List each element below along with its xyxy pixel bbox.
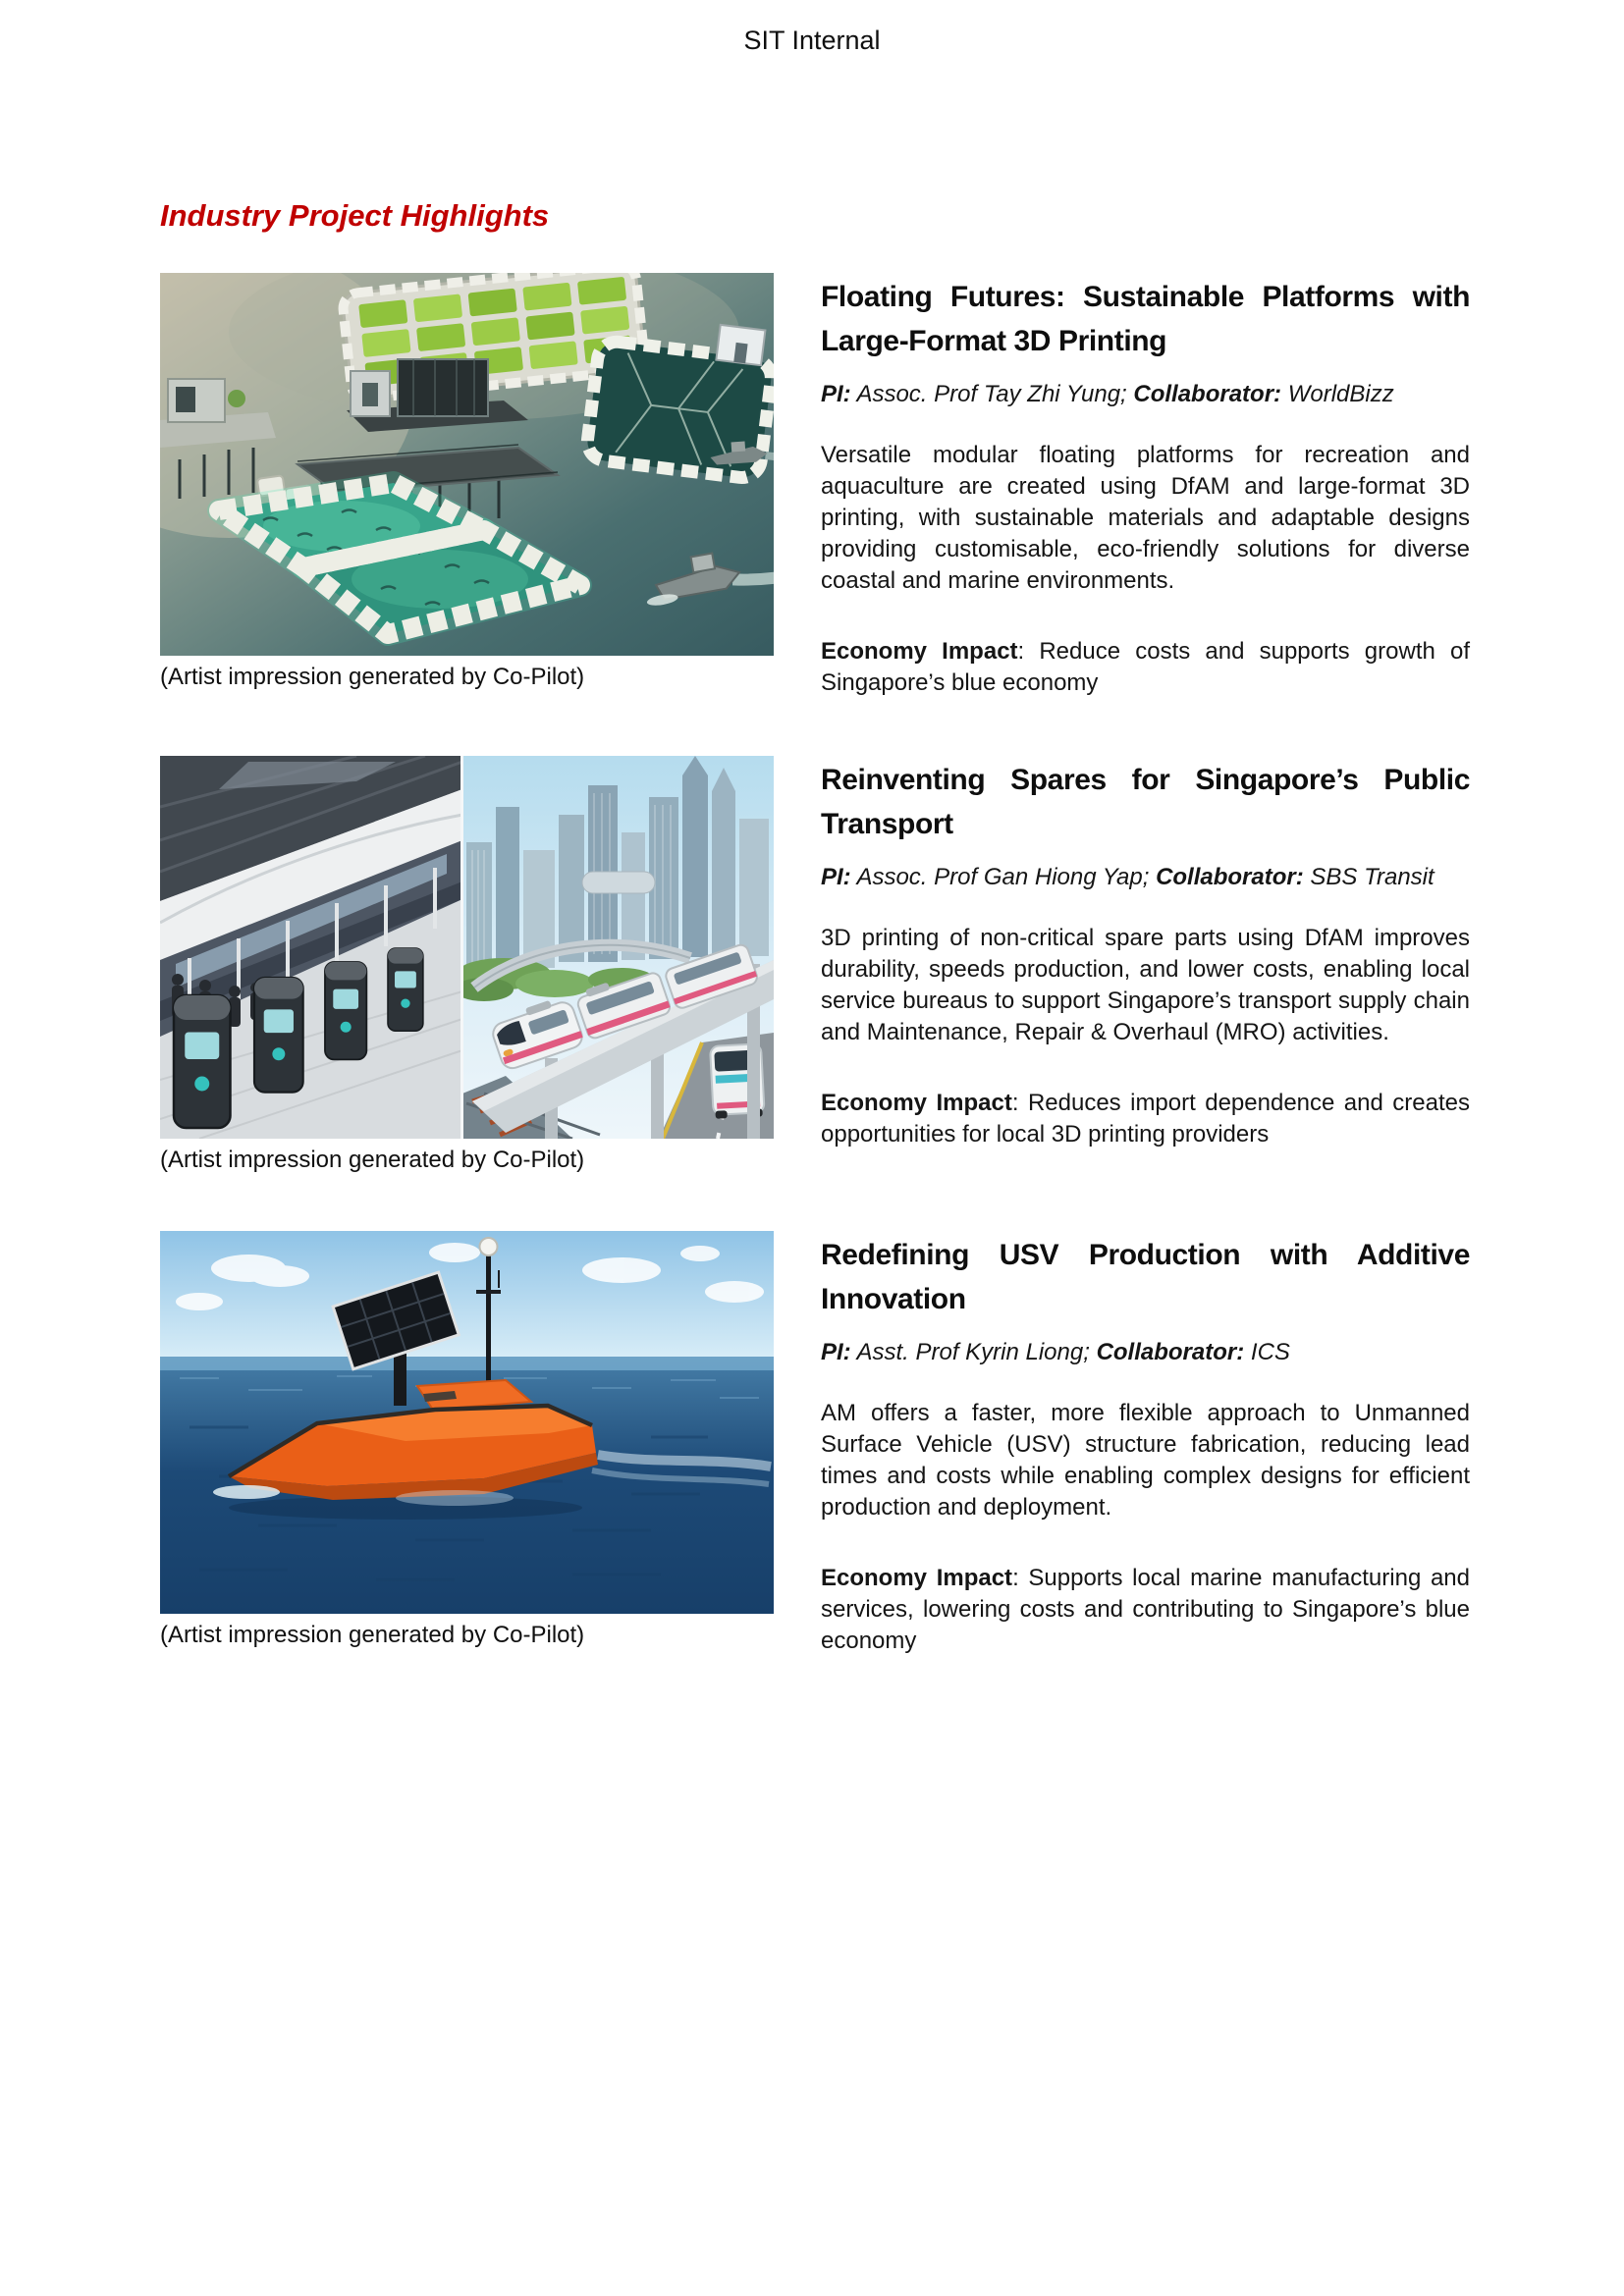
pi-name: Assoc. Prof Gan Hiong Yap; [856, 864, 1150, 890]
pi-name: Asst. Prof Kyrin Liong; [856, 1339, 1090, 1365]
economy-impact-label: Economy Impact [821, 638, 1018, 665]
project-pi-line [821, 864, 1470, 891]
mast [486, 1253, 491, 1386]
project-description: 3D printing of non-critical spare parts using DfAM improves durability, speeds production, and lower costs, enabling local service bureaus to support Singapore’s transport supply chain and Maintenance, Repair & Overhaul (MRO) activities. [821, 925, 1470, 1045]
usv-photo [160, 1231, 774, 1614]
usv-illustration [160, 1231, 774, 1614]
document-classification-header: SIT Internal [743, 26, 881, 55]
project-section-usv [160, 1231, 1470, 1657]
station-interior [160, 756, 462, 1139]
project-section-public-transport [160, 756, 1470, 1174]
pi-label: PI: [821, 381, 851, 407]
figure-column [160, 756, 774, 1174]
economy-impact [821, 636, 1470, 699]
collaborator-label: Collaborator: [1133, 381, 1282, 407]
economy-impact-text: : Reduce costs and supports growth of Singapore’s blue economy [821, 638, 1470, 696]
economy-impact-label: Economy Impact [821, 1565, 1013, 1591]
collaborator-name: SBS Transit [1310, 864, 1435, 890]
page-content [160, 198, 1470, 1714]
economy-impact [821, 1088, 1470, 1150]
section-heading: Industry Project Highlights [160, 198, 550, 233]
image-caption: (Artist impression generated by Co-Pilot) [160, 664, 585, 690]
collaborator-name: WorldBizz [1287, 381, 1394, 407]
economy-impact [821, 1563, 1470, 1657]
project-pi-line [821, 381, 1470, 408]
pi-name: Assoc. Prof Tay Zhi Yung; [856, 381, 1127, 407]
floating-platforms-illustration [160, 273, 774, 656]
project-title: Reinventing Spares for Singapore’s Public Transport [821, 764, 1470, 840]
figure-column [160, 273, 774, 691]
public-transport-photo [160, 756, 774, 1139]
economy-impact-text: : Reduces import dependence and creates opportunities for local 3D printing providers [821, 1090, 1470, 1148]
economy-impact-text: : Supports local marine manufacturing and services, lowering costs and contributing to Singapore’s blue economy [821, 1565, 1471, 1654]
project-description: AM offers a faster, more flexible approach to Unmanned Surface Vehicle (USV) structure fabrication, reducing lead times and costs while enabling complex designs for efficient production and deployment. [821, 1400, 1470, 1521]
text-column [821, 1231, 1470, 1657]
project-title: Floating Futures: Sustainable Platforms with Large-Format 3D Printing [821, 281, 1470, 357]
image-caption: (Artist impression generated by Co-Pilot) [160, 1622, 585, 1648]
pi-label: PI: [821, 1339, 851, 1365]
project-description: Versatile modular floating platforms for recreation and aquaculture are created using DfAM and large-format 3D printing, with sustainable materials and adaptable designs providing customisable, eco-friendly solutions for diverse coastal and marine environments. [821, 442, 1470, 594]
public-transport-illustration [160, 756, 774, 1139]
project-section-floating-futures [160, 273, 1470, 699]
text-column [821, 756, 1470, 1150]
text-column [821, 273, 1470, 699]
image-caption: (Artist impression generated by Co-Pilot) [160, 1147, 585, 1173]
figure-column [160, 1231, 774, 1649]
collaborator-name: ICS [1250, 1339, 1290, 1365]
project-pi-line [821, 1339, 1470, 1366]
economy-impact-label: Economy Impact [821, 1090, 1012, 1116]
collaborator-label: Collaborator: [1156, 864, 1304, 890]
collaborator-label: Collaborator: [1096, 1339, 1245, 1365]
floating-platforms-photo [160, 273, 774, 656]
project-title: Redefining USV Production with Additive Innovation [821, 1239, 1470, 1315]
pi-label: PI: [821, 864, 851, 890]
gps-dome [480, 1238, 498, 1255]
